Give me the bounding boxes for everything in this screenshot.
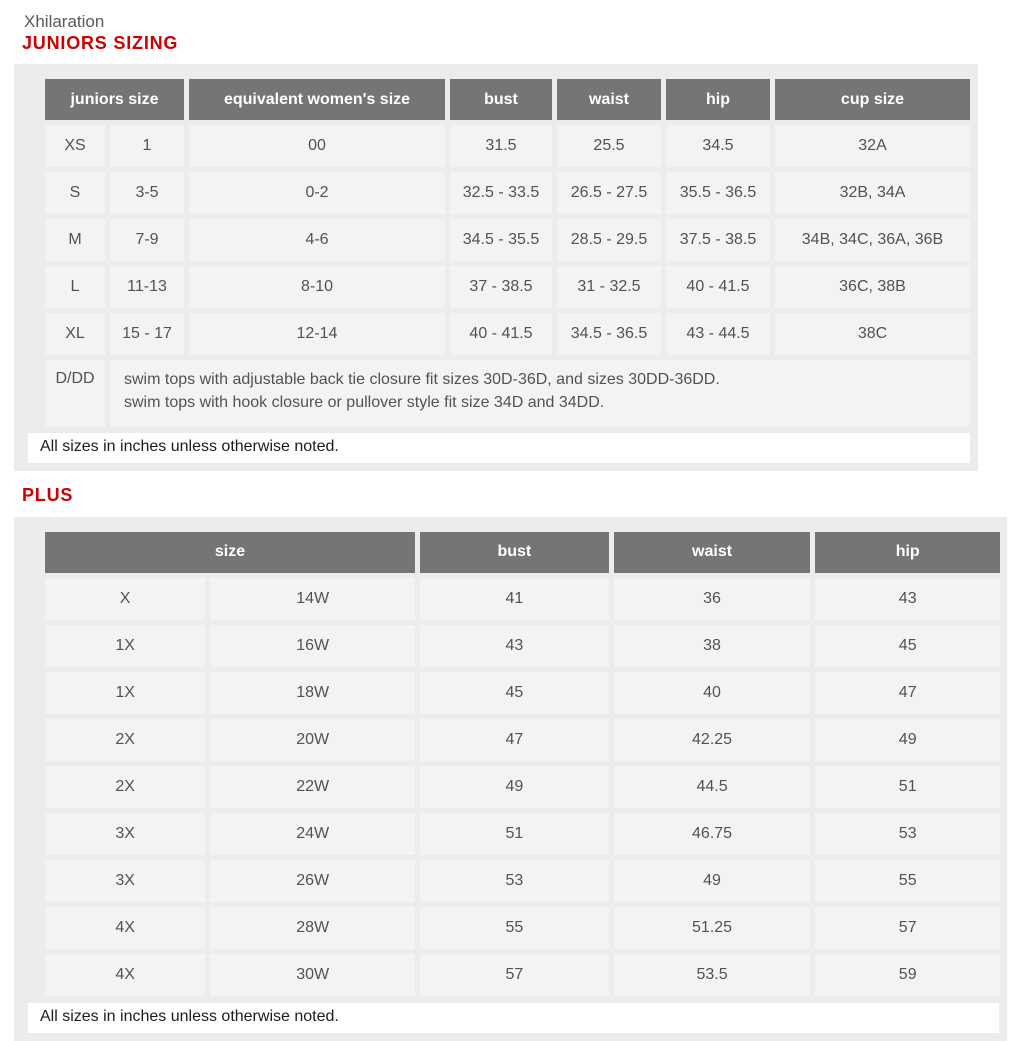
sz-cell: 2X: [45, 766, 205, 808]
sz-cell: S: [45, 172, 105, 214]
bust-cell: 31.5: [450, 125, 552, 167]
sz-cell: 4X: [45, 954, 205, 996]
sz-cell: 1X: [45, 672, 205, 714]
table-row: [45, 719, 1000, 761]
table-row: [45, 125, 970, 167]
w-cell: 28W: [210, 907, 415, 949]
juniors-section-title: JUNIORS SIZING: [22, 32, 179, 53]
sz-cell: 2X: [45, 719, 205, 761]
waist-cell: 26.5 - 27.5: [557, 172, 661, 214]
w-cell: 18W: [210, 672, 415, 714]
table-row: [45, 860, 1000, 902]
bust-cell: 51: [420, 813, 609, 855]
plus-table-body: [45, 578, 1000, 996]
column-header-hip: hip: [815, 532, 1000, 573]
plus-header-row: [45, 532, 1000, 573]
bust-cell: 53: [420, 860, 609, 902]
hip-cell: 35.5 - 36.5: [666, 172, 770, 214]
plus-sizing-panel: [14, 517, 1007, 1041]
column-header-cup-size: cup size: [775, 79, 970, 120]
bust-cell: 40 - 41.5: [450, 313, 552, 355]
column-header-waist: waist: [614, 532, 811, 573]
hip-cell: 45: [815, 625, 1000, 667]
sz-cell: XS: [45, 125, 105, 167]
table-row: [45, 219, 970, 261]
hip-cell: 53: [815, 813, 1000, 855]
column-header-juniors-size: juniors size: [45, 79, 184, 120]
bust-cell: 37 - 38.5: [450, 266, 552, 308]
bust-cell: 55: [420, 907, 609, 949]
table-row: [45, 813, 1000, 855]
bust-cell: 45: [420, 672, 609, 714]
waist-cell: 40: [614, 672, 811, 714]
table-row: [45, 578, 1000, 620]
table-row: [45, 266, 970, 308]
women-cell: 4-6: [189, 219, 445, 261]
hip-cell: 49: [815, 719, 1000, 761]
sz-cell: X: [45, 578, 205, 620]
plus-section-title: PLUS: [22, 485, 74, 506]
plus-table-wrap: [40, 527, 1007, 1001]
juniors-table-body: [45, 125, 970, 355]
waist-cell: 51.25: [614, 907, 811, 949]
juniors-sizes-note: All sizes in inches unless otherwise noted.: [28, 433, 970, 463]
hip-cell: 37.5 - 38.5: [666, 219, 770, 261]
waist-cell: 34.5 - 36.5: [557, 313, 661, 355]
w-cell: 14W: [210, 578, 415, 620]
waist-cell: 44.5: [614, 766, 811, 808]
waist-cell: 53.5: [614, 954, 811, 996]
women-cell: 8-10: [189, 266, 445, 308]
sz-cell: 3X: [45, 860, 205, 902]
bust-cell: 47: [420, 719, 609, 761]
hip-cell: 43 - 44.5: [666, 313, 770, 355]
cup-cell: 32A: [775, 125, 970, 167]
ddd-text-line2: swim tops with hook closure or pullover style fit size 34D and 34DD.: [124, 394, 605, 412]
bust-cell: 34.5 - 35.5: [450, 219, 552, 261]
hip-cell: 43: [815, 578, 1000, 620]
juniors-ddd-body: [45, 360, 970, 426]
waist-cell: 38: [614, 625, 811, 667]
waist-cell: 46.75: [614, 813, 811, 855]
sz-cell: 3X: [45, 813, 205, 855]
bust-cell: 32.5 - 33.5: [450, 172, 552, 214]
juniors-header-row: [45, 79, 970, 120]
women-cell: 00: [189, 125, 445, 167]
bust-cell: 43: [420, 625, 609, 667]
w-cell: 30W: [210, 954, 415, 996]
hip-cell: 55: [815, 860, 1000, 902]
hip-cell: 40 - 41.5: [666, 266, 770, 308]
table-row: [45, 625, 1000, 667]
w-cell: 20W: [210, 719, 415, 761]
plus-sizing-table: [40, 527, 1005, 1001]
column-header-size: size: [45, 532, 415, 573]
num-cell: 3-5: [110, 172, 184, 214]
bust-cell: 49: [420, 766, 609, 808]
hip-cell: 51: [815, 766, 1000, 808]
column-header-bust: bust: [420, 532, 609, 573]
cup-cell: 32B, 34A: [775, 172, 970, 214]
num-cell: 15 - 17: [110, 313, 184, 355]
waist-cell: 31 - 32.5: [557, 266, 661, 308]
juniors-sizing-panel: [14, 64, 978, 471]
waist-cell: 25.5: [557, 125, 661, 167]
num-cell: 11-13: [110, 266, 184, 308]
column-header-womens-size: equivalent women's size: [189, 79, 445, 120]
table-row: [45, 954, 1000, 996]
ddd-text-line1: swim tops with adjustable back tie closure fit sizes 30D-36D, and sizes 30DD-36DD.: [124, 371, 720, 389]
women-cell: 12-14: [189, 313, 445, 355]
cup-cell: 38C: [775, 313, 970, 355]
waist-cell: 28.5 - 29.5: [557, 219, 661, 261]
plus-sizes-note: All sizes in inches unless otherwise noted.: [28, 1003, 999, 1033]
num-cell: 1: [110, 125, 184, 167]
sz-cell: 4X: [45, 907, 205, 949]
w-cell: 16W: [210, 625, 415, 667]
ddd-row: [45, 360, 970, 426]
sz-cell: M: [45, 219, 105, 261]
bust-cell: 57: [420, 954, 609, 996]
w-cell: 22W: [210, 766, 415, 808]
hip-cell: 59: [815, 954, 1000, 996]
sz-cell: XL: [45, 313, 105, 355]
column-header-hip: hip: [666, 79, 770, 120]
ddd-text-cell: [110, 360, 970, 426]
waist-cell: 42.25: [614, 719, 811, 761]
sz-cell: L: [45, 266, 105, 308]
w-cell: 24W: [210, 813, 415, 855]
brand-name: Xhilaration: [24, 12, 105, 31]
ddd-label-cell: D/DD: [45, 360, 105, 426]
women-cell: 0-2: [189, 172, 445, 214]
table-row: [45, 907, 1000, 949]
bust-cell: 41: [420, 578, 609, 620]
table-row: [45, 313, 970, 355]
table-row: [45, 766, 1000, 808]
hip-cell: 57: [815, 907, 1000, 949]
column-header-bust: bust: [450, 79, 552, 120]
cup-cell: 36C, 38B: [775, 266, 970, 308]
waist-cell: 36: [614, 578, 811, 620]
w-cell: 26W: [210, 860, 415, 902]
column-header-waist: waist: [557, 79, 661, 120]
table-row: [45, 672, 1000, 714]
table-row: [45, 172, 970, 214]
hip-cell: 47: [815, 672, 1000, 714]
cup-cell: 34B, 34C, 36A, 36B: [775, 219, 970, 261]
waist-cell: 49: [614, 860, 811, 902]
hip-cell: 34.5: [666, 125, 770, 167]
juniors-table-wrap: [40, 74, 978, 431]
size-chart-page: [0, 12, 1024, 1041]
sz-cell: 1X: [45, 625, 205, 667]
juniors-sizing-table: [40, 74, 975, 431]
num-cell: 7-9: [110, 219, 184, 261]
